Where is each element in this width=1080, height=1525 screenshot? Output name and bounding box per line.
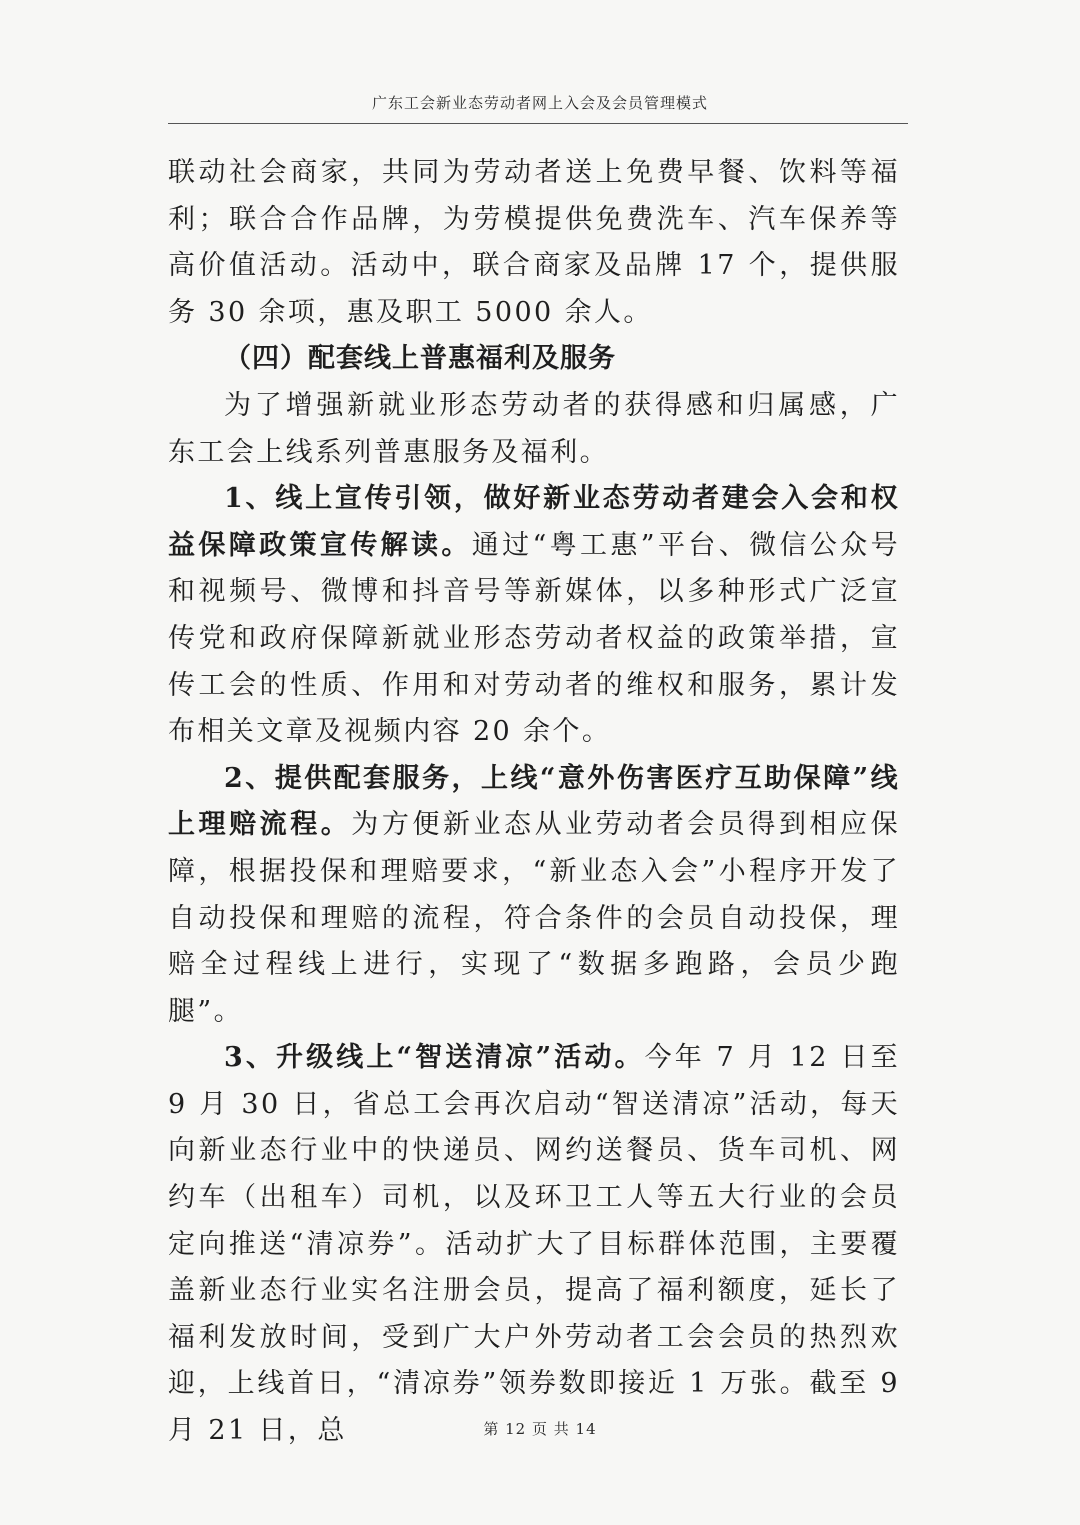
paragraph-continuation: 联动社会商家，共同为劳动者送上免费早餐、饮料等福利；联合合作品牌，为劳模提供免费洗车、汽车保养等高价值活动。活动中，联合商家及品牌 17 个，提供服务 30 余项，惠及职工 5000 余人。	[168, 157, 900, 328]
page-footer: 第 12 页 共 14	[483, 1420, 597, 1438]
section-heading: （四）配套线上普惠福利及服务	[224, 343, 616, 375]
paragraph-intro: 为了增强新就业形态劳动者的获得感和归属感，广东工会上线系列普惠服务及福利。	[168, 389, 900, 468]
list-item-2-lead: 2、提供配套服务，上线“意外伤害医疗互助保障”线上理赔流程。	[168, 762, 900, 841]
list-item-1-lead: 1、线上宣传引领，做好新业态劳动者建会入会和权益保障政策宣传解读。	[168, 483, 900, 561]
list-item-1-text: 通过“粤工惠”平台、微信公众号和视频号、微博和抖音号等新媒体，以多种形式广泛宣传党和政府保障新就业形态劳动者权益的政策举措，宣传工会的性质、作用和对劳动者的维权和服务，累计发布相关文章及视频内容 20 余个。	[168, 529, 901, 748]
page-header: 广东工会新业态劳动者网上入会及会员管理模式	[371, 94, 708, 112]
list-item-1	[168, 476, 900, 756]
list-item-2	[168, 756, 900, 1036]
document-body	[168, 150, 900, 1455]
list-item-3	[168, 1035, 900, 1454]
header-rule	[168, 123, 908, 124]
list-item-2-text: 为方便新业态从业劳动者会员得到相应保障，根据投保和理赔要求，“新业态入会”小程序开发了自动投保和理赔的流程，符合条件的会员自动投保，理赔全过程线上进行，实现了“数据多跑路，会员少跑腿”。	[168, 809, 901, 1027]
list-item-3-lead: 3、升级线上“智送清凉”活动。	[224, 1042, 645, 1074]
list-item-3-text: 今年 7 月 12 日至 9 月 30 日，省总工会再次启动“智送清凉”活动，每天向新业态行业中的快递员、网约送餐员、货车司机、网约车（出租车）司机，以及环卫工人等五大行业的会员定向推送“清凉券”。活动扩大了目标群体范围，主要覆盖新业态行业实名注册会员，提高了福利额度，延长了福利发放时间，受到广大户外劳动者工会会员的热烈欢迎，上线首日，“清凉券”领券数即接近 1 万张。截至 9 月 21 日，总	[168, 1042, 900, 1447]
